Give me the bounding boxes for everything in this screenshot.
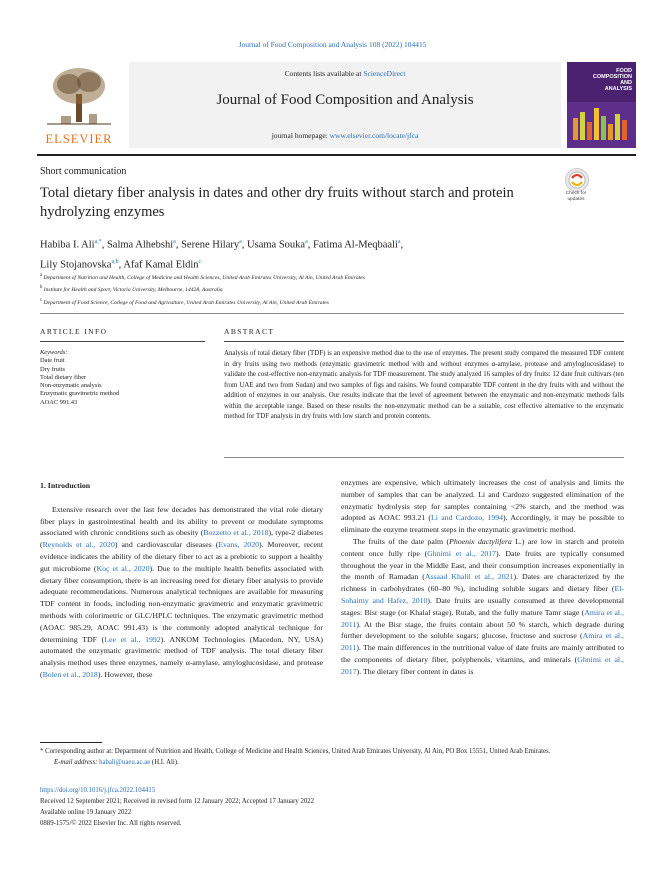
doi-link[interactable]: https://doi.org/10.1016/j.jfca.2022.104415 xyxy=(40,787,156,794)
citation-link[interactable]: Amira et al., 2011 xyxy=(341,607,624,629)
author-affiliation-mark[interactable]: a,b xyxy=(111,258,119,265)
keyword: AOAC 991.43 xyxy=(40,398,78,406)
author-name[interactable]: Fatima Al-Meqbaali xyxy=(313,239,398,251)
citation-link[interactable]: Evans, 2020 xyxy=(218,540,259,550)
citation-link[interactable]: Bolen et al., 2018 xyxy=(42,669,98,679)
italic-text: Phoenix dactylifera xyxy=(449,536,512,546)
copyright-line: 0889-1575/© 2022 Elsevier Inc. All rights reserved. xyxy=(40,820,182,827)
citation-link[interactable]: Ghnimi et al., 2017 xyxy=(341,654,624,676)
dates-line: Received 12 September 2021; Received in revised form 12 January 2022; Accepted 17 January 2022 xyxy=(40,798,315,805)
citation-link[interactable]: Li and Cardozo, 1994 xyxy=(431,513,504,523)
footnotes xyxy=(40,746,624,768)
citation-link[interactable]: Bozzetto et al., 2018 xyxy=(203,528,269,538)
author-affiliation-mark[interactable]: c xyxy=(198,258,202,265)
body-left-column xyxy=(40,480,323,681)
contents-line: Contents lists available at ScienceDirect xyxy=(284,69,406,78)
journal-reference[interactable]: Journal of Food Composition and Analysis 108 (2022) 104415 xyxy=(238,40,427,49)
body-text: ), type-2 diabetes ( xyxy=(40,528,323,550)
author-name[interactable]: Habiba I. Ali xyxy=(40,239,95,251)
citation-link[interactable]: Assaad Khalil et al., 2021 xyxy=(424,572,514,582)
citation-link[interactable]: Ghnimi et al., 2017 xyxy=(427,548,497,558)
body-text: Extensive research over the last few decades has demonstrated the vital role dietary fiber plays in gastrointestinal health and its ability to prevent or modulate symptoms associated with chronic conditions such as obesity ( xyxy=(40,504,323,538)
body-text: ). Date fruits are usually consumed at three developmental stages: Bisr stage (or Khalal stage), Rutab, and the fully mature Tamr stage ( xyxy=(341,595,624,617)
body-text: ). Date fruits are typically consumed throughout the year in the Middle East, and their consumption increases exponentially in the month of Ramadan ( xyxy=(341,548,624,582)
journal-homepage-line: journal homepage: www.elsevier.com/locate/jfca xyxy=(271,131,419,140)
divider xyxy=(224,341,624,342)
keywords-label: Keywords: xyxy=(40,349,68,356)
keyword: Enzymatic gravimetric method xyxy=(40,390,120,398)
elsevier-logo[interactable] xyxy=(37,62,121,158)
body-text: ). The dietary fiber content in dates is xyxy=(356,666,474,676)
email-line: E-mail address: habali@uaeu.ac.ae (H.I. Ali). xyxy=(54,759,179,766)
body-text: ). Dates are characterized by the richness in carbohydrates (60–80 %), including soluble sugars and dietary fiber ( xyxy=(341,572,624,594)
abstract-heading: ABSTRACT xyxy=(224,327,275,336)
body-text: L.) are low in starch and protein content once fully ripe ( xyxy=(341,536,624,558)
author-affiliation-mark[interactable]: a,* xyxy=(94,239,102,245)
elsevier-tree-icon xyxy=(47,66,111,126)
citation-link[interactable]: Koç et al., 2020 xyxy=(96,563,150,573)
author-affiliation-mark[interactable]: a xyxy=(397,239,401,245)
divider xyxy=(40,313,624,314)
intro-paragraph-2 xyxy=(341,536,624,678)
section-heading: 1. Introduction xyxy=(40,481,91,490)
author-name[interactable]: Afaf Kamal Eldin xyxy=(123,259,199,270)
journal-banner xyxy=(37,62,636,158)
body-text: ). Moreover, recent evidence indicates the ability of the dietary fiber to act as a prebiotic to support a healthy gut microbiome ( xyxy=(40,540,323,573)
keyword: Dry fruits xyxy=(40,365,66,373)
citation-link[interactable]: Lee et al., 1992 xyxy=(104,634,161,644)
check-updates-label: Check for updates xyxy=(565,191,587,202)
affiliations xyxy=(40,271,620,308)
divider xyxy=(224,457,624,458)
cover-title: FOOD COMPOSITION AND ANALYSIS xyxy=(592,68,632,92)
keyword: Total dietary fiber xyxy=(40,373,87,381)
intro-paragraph-continued xyxy=(341,477,624,536)
keyword: Date fruit xyxy=(40,357,65,365)
footnote-rule xyxy=(40,742,102,743)
body-text: The fruits of the date palm ( xyxy=(353,536,450,546)
check-updates-icon xyxy=(565,168,589,192)
body-text: ). ANKOM Technologies (Macedon, NY, USA) automated the enzymatic gravimetric method of TDF analysis. The total dietary fiber analysis method uses three enzymes, namely α-amylase, amyloglucosidase, and protease ( xyxy=(40,634,324,679)
body-text: ). However, these xyxy=(97,669,153,679)
intro-paragraph-1 xyxy=(40,504,323,681)
author-affiliation-mark[interactable]: a xyxy=(239,239,242,245)
body-text: enzymes are expensive, which ultimately increases the cost of analysis and limits the number of samples that can be analyzed. Li and Cardozo suggested elimination of the enzymatic hydrolysis step for samples containing <2% starch, and the method was adopted as AOAC 993.21 ( xyxy=(341,478,624,523)
body-text: ) and cardiovascular diseases ( xyxy=(114,540,219,550)
author-name[interactable]: Serene Hilary xyxy=(181,239,240,251)
article-meta xyxy=(40,785,624,829)
author-affiliation-mark[interactable]: a xyxy=(305,239,308,245)
abstract-text: Analysis of total dietary fiber (TDF) is an expensive method due to the use of enzymes. The present study compared the measured TDF content in dry fruits using two methods (enzymatic gravimetric method with and without enzymes α-amylase, protease and amyloglucosidase) to validate the cost-effective non-enzymatic analysis for TDF measurement. The study analyzed 16 samples of dry fruits: 12 date fruit cultivars (ten from UAE and two from Sudan) and two samples of figs and raisins. We found comparable TDF content in the dry fruits with and without the addition of enzymes in our analysis. Our results indicate that the level of agreement between the enzymatic and non-enzymatic methods falls within the acceptable range. Based on these results the non-enzymatic method can be a suitable, cost effective alternative to the enzymatic method for TDF analysis in dry fruits with low starch and protein contents. xyxy=(224,350,624,420)
available-line: Available online 19 January 2022 xyxy=(40,809,132,816)
citation-link[interactable]: Amira et al., 2011 xyxy=(341,631,624,653)
citation-link[interactable]: El-Sohaimy and Hafez, 2010 xyxy=(341,584,624,605)
keyword: Non-enzymatic analysis xyxy=(40,382,102,390)
corresponding-author-note: * Corresponding author at: Department of Nutrition and Health, College of Medicine and Health Sciences, United Arab Emirates University, Al Ain, PO Box 15551, United Arab Emirates. xyxy=(40,748,551,755)
article-type: Short communication xyxy=(40,166,127,177)
author-name[interactable]: Salma Alhebshi xyxy=(106,239,174,251)
body-right-column xyxy=(341,477,624,678)
homepage-link[interactable]: www.elsevier.com/locate/jfca xyxy=(329,131,419,140)
author-name[interactable]: Usama Souka xyxy=(247,239,306,251)
article-title: Total dietary fiber analysis in dates and other dry fruits without starch and protein hydrolyzing enzymes xyxy=(40,185,514,220)
author-list: Habiba I. Ali$^{a,*}$, Salma Alhebshi$^a$, Serene Hilary$^a$, Usama Souka$^a$, Fatima Al-Meqbaali$^a$, Lily Stojanovska$^{a,b}$, Afaf Kamal Eldin$^c$ xyxy=(40,239,404,270)
journal-masthead xyxy=(129,62,561,148)
author-affiliation-mark[interactable]: a xyxy=(173,239,176,245)
body-text: ). The main differences in the nutritional value of date fruits are mainly attributed to the components of dietary fiber, polyphenols, vitamins, and minerals ( xyxy=(341,643,624,664)
affiliation-item: $^b$ Institute for Health and Sport, Victoria University, Melbourne, 14428, Australia xyxy=(40,285,223,294)
check-for-updates-button[interactable] xyxy=(560,168,592,208)
email-link[interactable]: habali@uaeu.ac.ae xyxy=(99,759,151,766)
divider xyxy=(40,341,205,342)
sciencedirect-link[interactable]: ScienceDirect xyxy=(363,69,406,78)
affiliation-item: $^a$ Department of Nutrition and Health, College of Medicine and Health Sciences, United Arab Emirates University, Al Ain, United Arab Emirates xyxy=(40,273,365,281)
article-info-heading: ARTICLE INFO xyxy=(40,327,108,336)
citation-link[interactable]: Reynolds et al., 2020 xyxy=(42,540,115,550)
body-text: ). Accordingly, it may be possible to eliminate the enzyme treatment steps in the enzymatic gravimetric method. xyxy=(341,513,624,535)
keywords-block xyxy=(40,349,205,407)
author-name[interactable]: Lily Stojanovska xyxy=(40,259,112,270)
banner-divider xyxy=(37,154,636,156)
body-text: ). Due to the multiple health benefits associated with dietary fiber consumption, there is an increasing need for dietary fiber analysis to provide adequate recommendations. Numerous analytical techniques are available for measuring TDF content in foods, including non-enzymatic gravimetric and enzymatic gravimetric methods with colorimetric or GLC/HPLC techniques. The enzymatic gravimetric method (AOAC 985.29, AOAC 991.43) is the commonly adopted analytical technique for determining TDF ( xyxy=(40,563,323,644)
body-text: ). At the Bisr stage, the fruits contain about 50 % starch, which degrade during further development to the soluble sugars; glucose, fructose and sucrose ( xyxy=(341,619,624,641)
journal-cover-thumbnail[interactable] xyxy=(567,62,636,148)
elsevier-wordmark: ELSEVIER xyxy=(45,132,113,146)
journal-title[interactable]: Journal of Food Composition and Analysis xyxy=(216,92,474,108)
affiliation-item: $^c$ Department of Food Science, College of Food and Agriculture, United Arab Emirates University, Al Ain, United Arab Emirates xyxy=(40,297,329,306)
